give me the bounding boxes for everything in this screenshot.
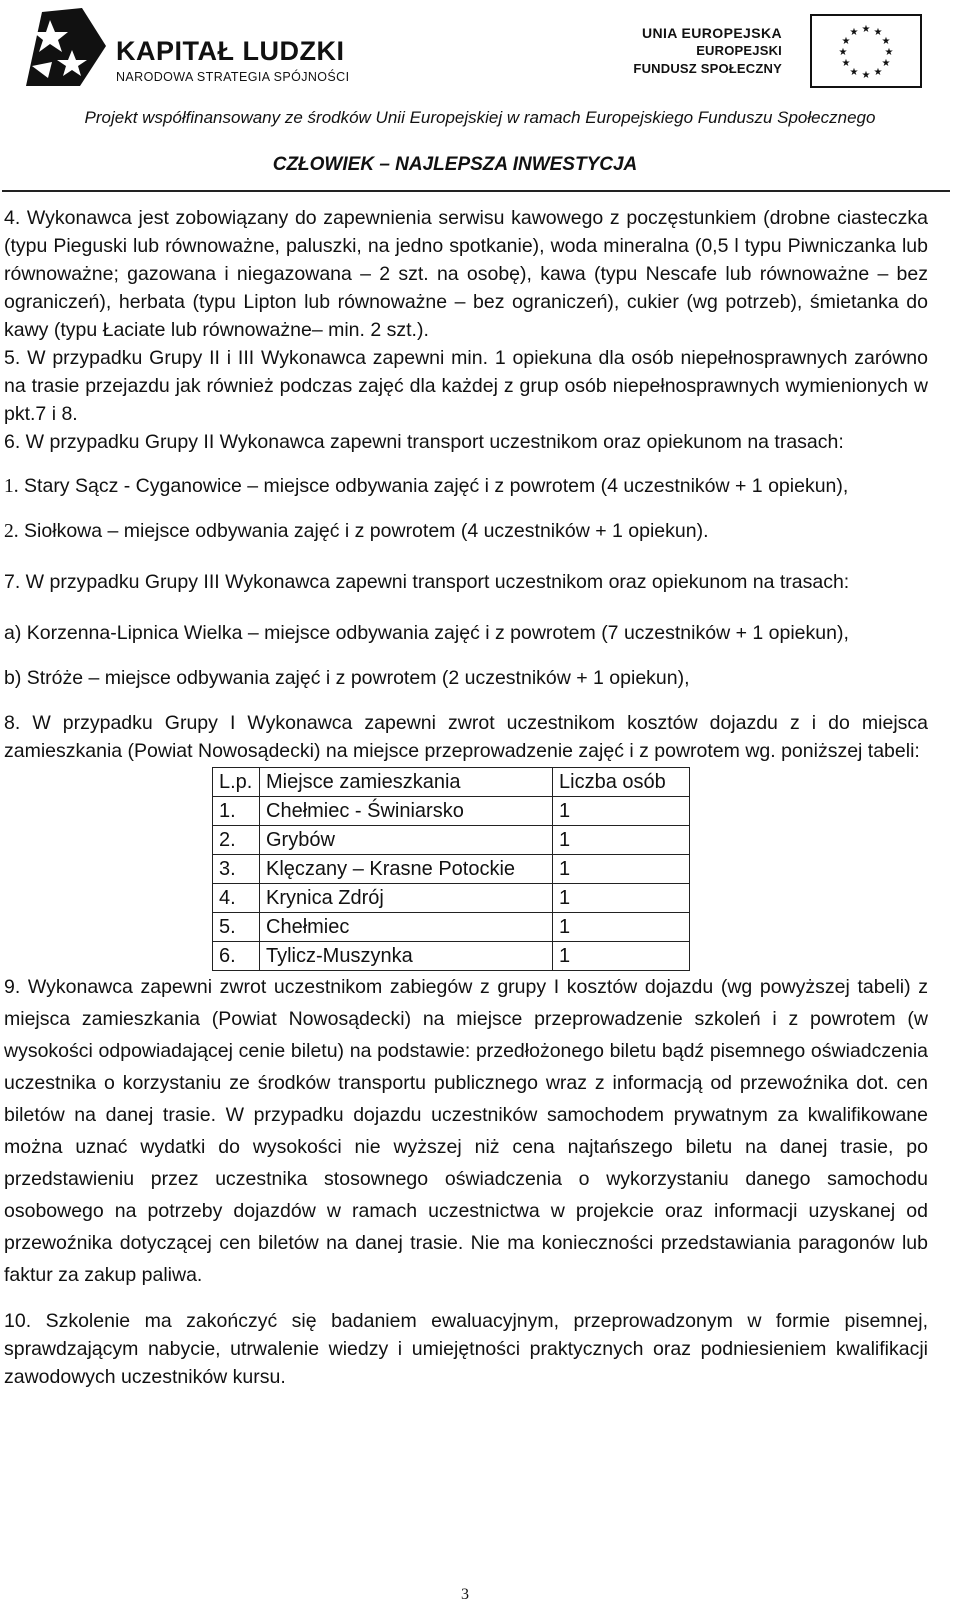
table-row xyxy=(213,855,690,884)
table-cell: 4. xyxy=(213,884,260,913)
residence-table xyxy=(212,767,690,971)
table-row xyxy=(213,826,690,855)
paragraph-8: 8. W przypadku Grupy I Wykonawca zapewni zwrot uczestnikom kosztów dojazdu z i do miejsca zamieszkania (Powiat Nowosądecki) na miejsce przeprowadzenie zajęć i z powrotem wg. poniższej tabeli: xyxy=(4,712,928,762)
table-row xyxy=(213,913,690,942)
paragraph-9: 9. Wykonawca zapewni zwrot uczestnikom zabiegów z grupy I kosztów dojazdu (wg powyższej tabeli) z miejsca zamieszkania (Powiat Nowosądecki) na miejsce przeprowadzenie szkoleń i z powrotem (w wysokości odpowiadającej cenie biletu) na podstawie: przedłożonego biletu bądź pisemnego oświadczenia uczestnika o korzystaniu ze środków transportu publicznego wraz z informacją od przewoźnika dot. cen biletów na danej trasie. W przypadku dojazdu uczestników samochodem prywatnym za kwalifikowane można uznać wydatki do wysokości nie wyższej niż cena najtańszego biletu na danej trasie, po przedstawieniu przez uczestnika stosownego oświadczenia o wykorzystaniu danego samochodu osobowego na potrzeby dojazdów w ramach uczestnictwa w projekcie oraz informacji uzyskanej od przewoźnika dotyczącej cen biletów na danej trasie. Nie ma konieczności przedstawiania paragonów lub faktur za zakup paliwa. xyxy=(4,976,928,1286)
svg-text:★: ★ xyxy=(881,58,891,69)
route-item-1 xyxy=(4,472,928,501)
table-cell: 1 xyxy=(553,884,690,913)
svg-text:★: ★ xyxy=(861,24,871,35)
route-number: 2. xyxy=(4,521,19,542)
page-number: 3 xyxy=(461,1586,469,1603)
route-number: 1. xyxy=(4,476,19,497)
table-header-cell: Miejsce zamieszkania xyxy=(260,768,553,797)
route-item-2 xyxy=(4,517,928,546)
svg-text:★: ★ xyxy=(841,36,851,47)
table-cell: 1. xyxy=(213,797,260,826)
route-text: Siołkowa – miejsce odbywania zajęć i z powrotem (4 uczestników + 1 opiekun). xyxy=(24,520,709,542)
paragraph-7: 7. W przypadku Grupy III Wykonawca zapewni transport uczestnikom oraz opiekunom na trasach: xyxy=(4,571,850,593)
page-header xyxy=(0,0,960,200)
table-header-row xyxy=(213,768,690,797)
svg-text:★: ★ xyxy=(849,67,859,78)
eu-flag-icon xyxy=(810,14,922,88)
project-cofinancing-line: Projekt współfinansowany ze środków Unii Europejskiej w ramach Europejskiego Funduszu Społecznego xyxy=(84,108,876,127)
kapital-ludzki-logo xyxy=(22,6,350,88)
kapital-ludzki-emblem-icon xyxy=(22,6,110,88)
table-cell: Klęczany – Krasne Potockie xyxy=(260,855,553,884)
document-body xyxy=(4,204,928,1391)
svg-text:★: ★ xyxy=(849,27,859,38)
table-cell: Tylicz-Muszynka xyxy=(260,942,553,971)
eu-logo-line3: FUNDUSZ SPOŁECZNY xyxy=(633,61,782,76)
eu-logo xyxy=(622,14,922,90)
table-row xyxy=(213,942,690,971)
paragraph-4: 4. Wykonawca jest zobowiązany do zapewnienia serwisu kawowego z poczęstunkiem (drobne ciasteczka (typu Pieguski lub równoważne, paluszki, na jedno spotkanie), woda mineralna (0,5 l typu Piwniczanka lub równoważne; gazowana i niegazowana – 2 szt. na osobę), kawa (typu Nescafe lub równoważne – bez ograniczeń), herbata (typu Lipton lub równoważne – bez ograniczeń), cukier (wg potrzeb), śmietanka do kawy (typu Łaciate lub równoważne– min. 2 szt.). xyxy=(4,207,928,341)
header-divider xyxy=(2,190,950,192)
table-cell: Krynica Zdrój xyxy=(260,884,553,913)
table-cell: 1 xyxy=(553,797,690,826)
eu-logo-line2: EUROPEJSKI xyxy=(696,43,782,58)
table-cell: 2. xyxy=(213,826,260,855)
table-cell: 1 xyxy=(553,826,690,855)
table-cell: Chełmiec - Świniarsko xyxy=(260,797,553,826)
svg-text:★: ★ xyxy=(861,70,871,81)
svg-text:★: ★ xyxy=(838,47,848,58)
eu-logo-line1: UNIA EUROPEJSKA xyxy=(641,25,782,41)
svg-text:★: ★ xyxy=(884,47,894,58)
table-header-cell: Liczba osób xyxy=(553,768,690,797)
table-cell: 6. xyxy=(213,942,260,971)
svg-text:★: ★ xyxy=(881,36,891,47)
svg-text:★: ★ xyxy=(841,58,851,69)
table-cell: 5. xyxy=(213,913,260,942)
paragraph-6: 6. W przypadku Grupy II Wykonawca zapewni transport uczestnikom oraz opiekunom na trasach: xyxy=(4,431,844,453)
table-row xyxy=(213,797,690,826)
table-cell: 1 xyxy=(553,942,690,971)
table-cell: Chełmiec xyxy=(260,913,553,942)
eu-logo-text xyxy=(633,24,782,78)
route-text: Stary Sącz - Cyganowice – miejsce odbywania zajęć i z powrotem (4 uczestników + 1 opiekun), xyxy=(24,475,849,497)
kapital-ludzki-subtitle: NARODOWA STRATEGIA SPÓJNOŚCI xyxy=(116,70,350,84)
table-cell: 1 xyxy=(553,913,690,942)
svg-text:★: ★ xyxy=(873,27,883,38)
route-item-b: b) Stróże – miejsce odbywania zajęć i z powrotem (2 uczestników + 1 opiekun), xyxy=(4,667,690,689)
table-cell: Grybów xyxy=(260,826,553,855)
svg-text:★: ★ xyxy=(873,67,883,78)
table-header-cell: L.p. xyxy=(213,768,260,797)
kapital-ludzki-title: KAPITAŁ LUDZKI xyxy=(116,36,345,66)
table-row xyxy=(213,884,690,913)
program-motto: CZŁOWIEK – NAJLEPSZA INWESTYCJA xyxy=(272,154,638,175)
table-cell: 1 xyxy=(553,855,690,884)
route-item-a: a) Korzenna-Lipnica Wielka – miejsce odbywania zajęć i z powrotem (7 uczestników + 1 opiekun), xyxy=(4,622,849,644)
table-cell: 3. xyxy=(213,855,260,884)
paragraph-5: 5. W przypadku Grupy II i III Wykonawca zapewni min. 1 opiekuna dla osób niepełnosprawnych zarówno na trasie przejazdu jak również podczas zajęć dla każdej z grup osób niepełnosprawnych wymienionych w pkt.7 i 8. xyxy=(4,347,928,425)
paragraph-10: 10. Szkolenie ma zakończyć się badaniem ewaluacyjnym, przeprowadzonym w formie pisemnej, sprawdzającym nabycie, utrwalenie wiedzy i umiejętności praktycznych oraz podniesieniem kwalifikacji zawodowych uczestników kursu. xyxy=(4,1310,928,1388)
